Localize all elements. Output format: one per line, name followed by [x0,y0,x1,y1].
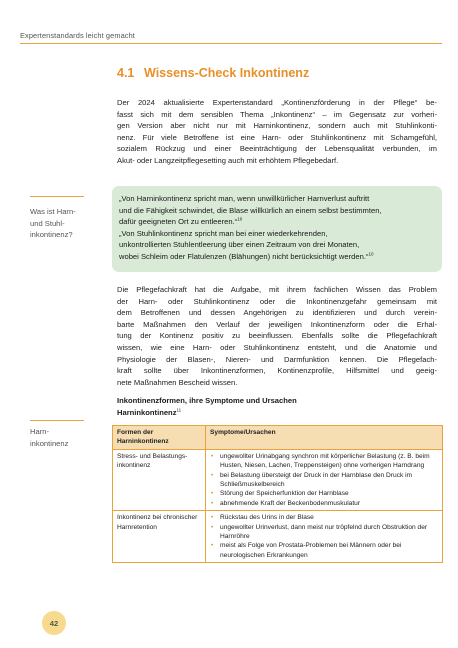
quote-line: unkontrollierten Stuhlentleerung über einen Zeitraum von drei Monaten, [119,240,360,250]
text-line: der Harn- oder Stuhlinkontinenz oder die Inkontinenzgefahr gemeinsam mit [117,296,437,306]
incontinence-table [112,425,443,563]
text-line: nete Maßnahmen Bescheid wissen. [117,377,238,387]
text-line: dem Betroffenen und dessen Angehörigen zu identifizieren und durch verein- [117,308,437,318]
symptom-item: • abnehmende Kraft der Beckenbodenmuskulatur [210,499,438,508]
table-cell-symptoms [206,449,443,510]
quote-line: und die Fähigkeit schwindet, die Blase willkürlich an einem selbst bestimmten, [119,205,382,215]
page-number-badge [42,611,66,635]
page-number: 42 [49,618,59,628]
footnote-marker: 10 [237,216,243,222]
main-paragraph [117,284,437,388]
header-rule [20,43,442,44]
text-line: barte Maßnahmen den Verlauf der jeweiligen Inkontinenzform oder die Erhal- [117,319,437,329]
text-line: Die Pflegefachkraft hat die Aufgabe, mit ihrem fachlichen Wissen das Problem [117,285,437,294]
symptom-item: • Rückstau des Urins in der Blase [210,513,438,522]
text-line: sozialem Rückzug und einer Beeinträchtigung der Lebensqualität verbunden, im [117,144,437,154]
text-line: Akut- oder Langzeitpflegesetting auch mit erhöhtem Pflegebedarf. [117,155,339,165]
text-line: nenz. Für viele Betroffene ist eine Harn- oder Stuhlinkontinenz mit Schamgefühl, [117,132,437,142]
margin-note-line: und Stuhl- [30,218,65,228]
text-line: wissen, wie eine Harn- oder Stuhlinkontinenz entsteht, und die Anatomie und [117,342,437,352]
symptom-list [210,452,438,508]
quote-line-text: dafür geeigneten Ort zu entleeren.“ [119,217,238,227]
section-number: 4.1 [117,66,135,80]
table-row [113,449,443,510]
text-line: fasst sich mit dem sensiblen Thema „Inkontinenz“ – im Gegensatz zur vorheri- [117,109,437,119]
table-row [113,511,443,563]
text-line: Der 2024 aktualisierte Expertenstandard „Kontinenzförderung in der Pflege“ be- [117,98,437,107]
margin-note-definition [30,206,76,241]
margin-note-line: Harn- [30,427,49,436]
intro-paragraph [117,97,437,167]
definition-quote [119,193,437,263]
symptom-list [210,513,438,560]
table-cell-form: Inkontinenz bei chronischer Harnretention [113,511,206,563]
table-cell-symptoms [206,511,443,563]
table-cell-form: Stress- und Belastungs-inkontinenz [113,449,206,510]
margin-note-line: inkontinenz? [30,230,73,240]
margin-note-line: Was ist Harn- [30,207,76,216]
margin-note-harninkontinenz [30,426,68,449]
footnote-marker: 10 [368,251,374,257]
table-heading-line [117,407,297,419]
quote-line [119,216,437,228]
symptom-item: • meist als Folge von Prostata-Problemen bei Männern oder bei neurologischen Erkrankungen [210,541,438,560]
symptom-item: • ungewollter Urinverlust, dann meist nur tröpfelnd durch Obstruktion der Harnröhre [210,523,438,542]
table-subheading: Harninkontinenz [117,407,177,417]
running-header: Expertenstandards leicht gemacht [20,31,135,40]
text-line: gen Version aber nicht nur mit Harninkontinenz, sondern auch mit Stuhlinkonti- [117,121,437,131]
text-line: tung der Kontinenz positiv zu beeinflussen. Ebenfalls sollte die Pflegefachkraft [117,331,437,341]
quote-line: „Von Stuhlinkontinenz spricht man bei einer wiederkehrenden, [119,228,328,238]
quote-line: „Von Harninkontinenz spricht man, wenn unwillkürlicher Harnverlust auftritt [119,194,370,203]
margin-note-line: inkontinenz [30,438,69,448]
quote-line [119,251,437,263]
symptom-item: • Störung der Speicherfunktion der Harnblase [210,489,438,498]
quote-line-text: wobei Schleim oder Flatulenzen (Blähungen) nicht berücksichtigt werden.“ [119,251,369,261]
table-header-cell: Formen der Harninkontinenz [113,426,206,450]
footnote-marker: 11 [176,407,182,413]
symptom-item: • ungewollter Urinabgang synchron mit körperlicher Belastung (z. B. beim Husten, Niesen, Lachen, Treppensteigen) ohne vorherigen Harndrang [210,452,438,471]
table-heading-line: Inkontinenzformen, ihre Symptome und Ursachen [117,396,297,405]
margin-note-rule [30,196,84,197]
text-line: Physiologie der Blasen-, Nieren- und Darmfunktion kennen. Die Pflegefach- [117,354,437,364]
table-heading [117,395,297,418]
symptom-item: • bei Belastung übersteigt der Druck in der Harnblase den Druck im Schließmuskelbereich [210,471,438,490]
table-header-cell: Symptome/Ursachen [206,426,443,450]
section-title: Wissens-Check Inkontinenz [144,66,310,80]
margin-note-rule [30,420,84,421]
table-header-row [113,426,443,450]
text-line: kraft sollte über Inkontinenzformen, Kontinenzprofile, Hilfsmittel und geeig- [117,366,437,376]
